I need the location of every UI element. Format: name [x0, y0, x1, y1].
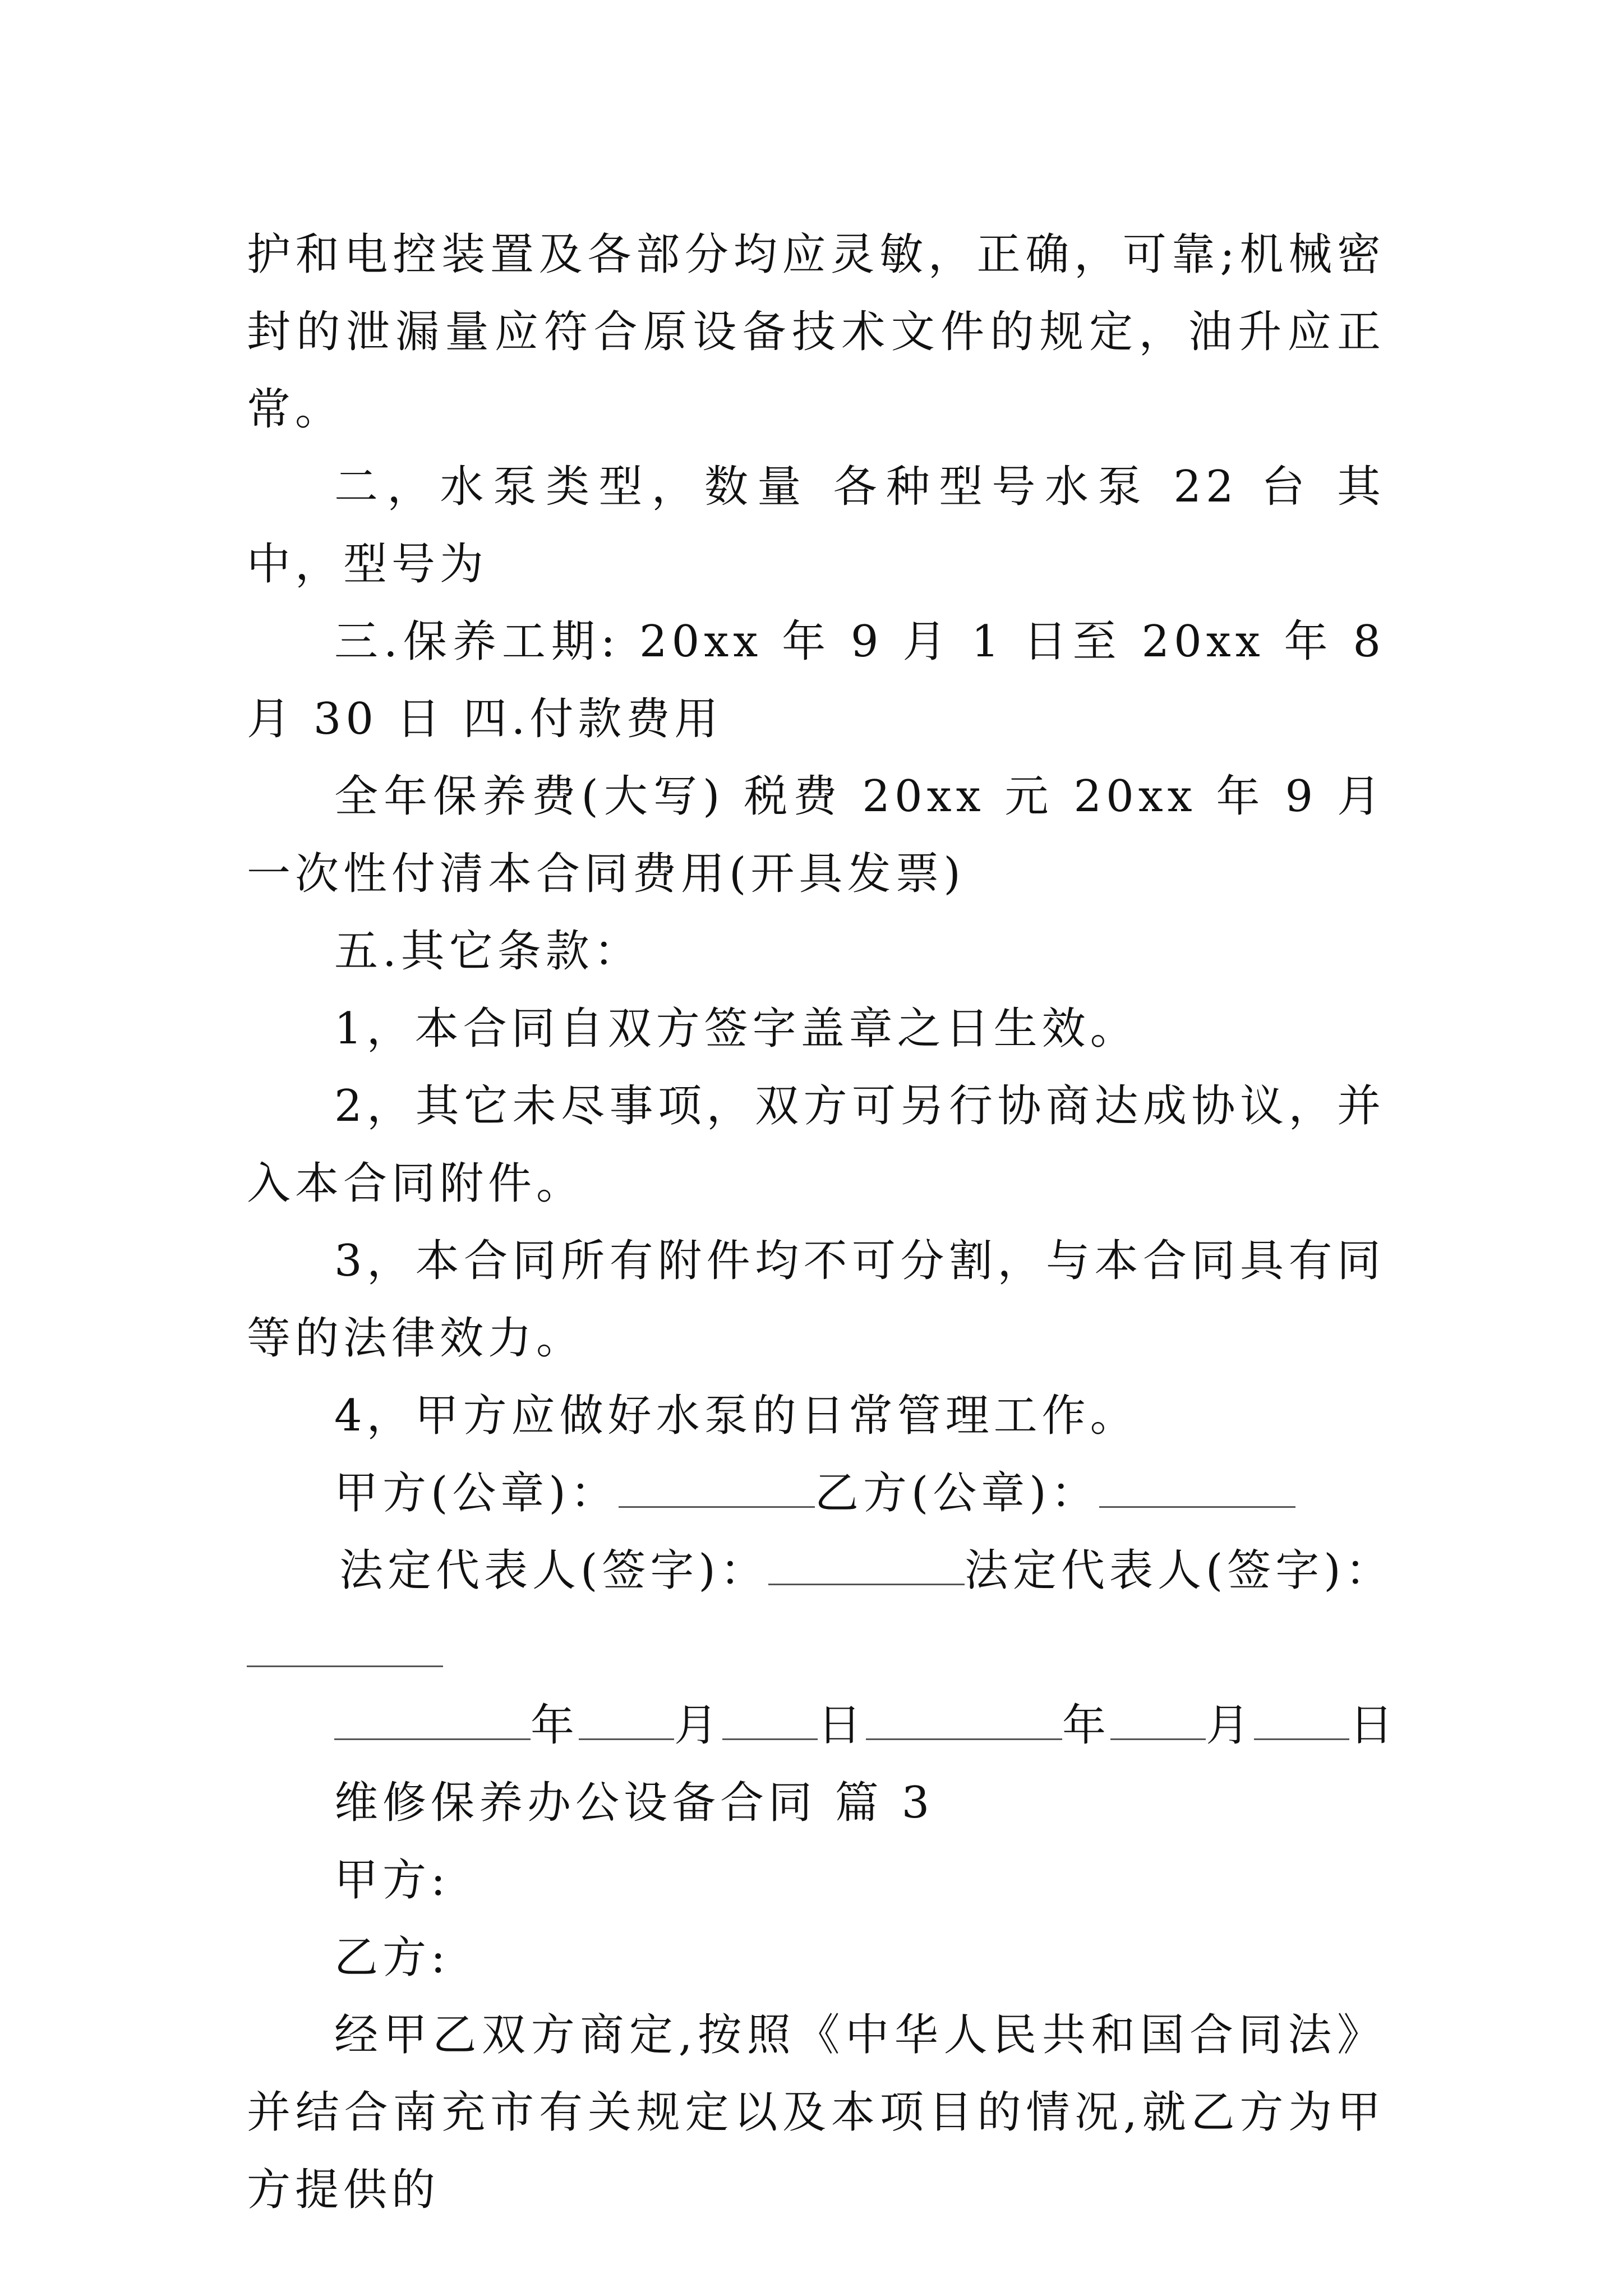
date-a-day-blank — [722, 1705, 818, 1740]
date-a-day-label: 日 — [818, 1700, 866, 1751]
section-3-title: 维修保养办公设备合同 篇 3 — [334, 1778, 934, 1828]
paragraph-term-1: 1，本合同自双方签字盖章之日生效。 — [334, 1004, 1138, 1054]
party-a-seal-blank — [619, 1473, 815, 1508]
date-b-day-label: 日 — [1349, 1700, 1398, 1751]
paragraph-term-2: 2，其它未尽事项，双方可另行协商达成协议，并入本合同附件。 — [247, 1081, 1385, 1209]
paragraph-other-terms-heading: 五.其它条款： — [334, 926, 642, 977]
date-a-year-label: 年 — [531, 1700, 579, 1751]
paragraph-term-4: 4，甲方应做好水泵的日常管理工作。 — [334, 1391, 1138, 1441]
party-b-seal-blank — [1099, 1473, 1295, 1508]
date-a-year-blank — [334, 1705, 531, 1740]
date-b-day-blank — [1254, 1705, 1349, 1740]
paragraph-equipment-requirements: 护和电控装置及各部分均应灵敏，正确，可靠;机械密封的泄漏量应符合原设备技术文件的规定，油升应正常。 — [247, 229, 1385, 435]
paragraph-maintenance-period: 三.保养工期: 20xx 年 9 月 1 日至 20xx 年 8 月 30 日 四.付款费用 — [247, 616, 1385, 744]
document-body — [247, 216, 1398, 2229]
rep-a-blank — [768, 1550, 965, 1585]
rep-b-blank-row — [247, 1609, 1385, 1687]
date-b-year-label: 年 — [1062, 1700, 1111, 1751]
signature-date-row — [247, 1687, 1398, 1764]
paragraph-term-3: 3，本合同所有附件均不可分割，与本合同具有同等的法律效力。 — [247, 1236, 1385, 1364]
rep-b-blank — [247, 1632, 443, 1667]
section-3-party-a: 甲方: — [334, 1855, 450, 1906]
date-b-month-blank — [1110, 1705, 1206, 1740]
date-a-month-blank — [579, 1705, 674, 1740]
party-a-seal-label: 甲方(公章)： — [334, 1468, 619, 1519]
section-3-body: 经甲乙双方商定,按照《中华人民共和国合同法》并结合南充市有关规定以及本项目的情况,就乙方为甲方提供的 — [247, 2010, 1385, 2215]
section-3-party-b: 乙方: — [334, 1932, 450, 1983]
party-b-seal-label: 乙方(公章)： — [814, 1468, 1099, 1519]
paragraph-pump-type: 二，水泵类型，数量 各种型号水泵 22 台 其中，型号为 — [247, 462, 1385, 590]
rep-b-label: 法定代表人(签字)： — [964, 1545, 1394, 1596]
rep-a-label: 法定代表人(签字)： — [339, 1545, 768, 1596]
signature-seal-row — [247, 1455, 1385, 1532]
date-a-month-label: 月 — [674, 1700, 723, 1751]
date-b-year-blank — [866, 1705, 1062, 1740]
date-b-month-label: 月 — [1206, 1700, 1255, 1751]
signature-rep-row — [247, 1532, 1394, 1609]
paragraph-payment: 全年保养费(大写) 税费 20xx 元 20xx 年 9 月一次性付清本合同费用(开具发票) — [247, 771, 1385, 899]
